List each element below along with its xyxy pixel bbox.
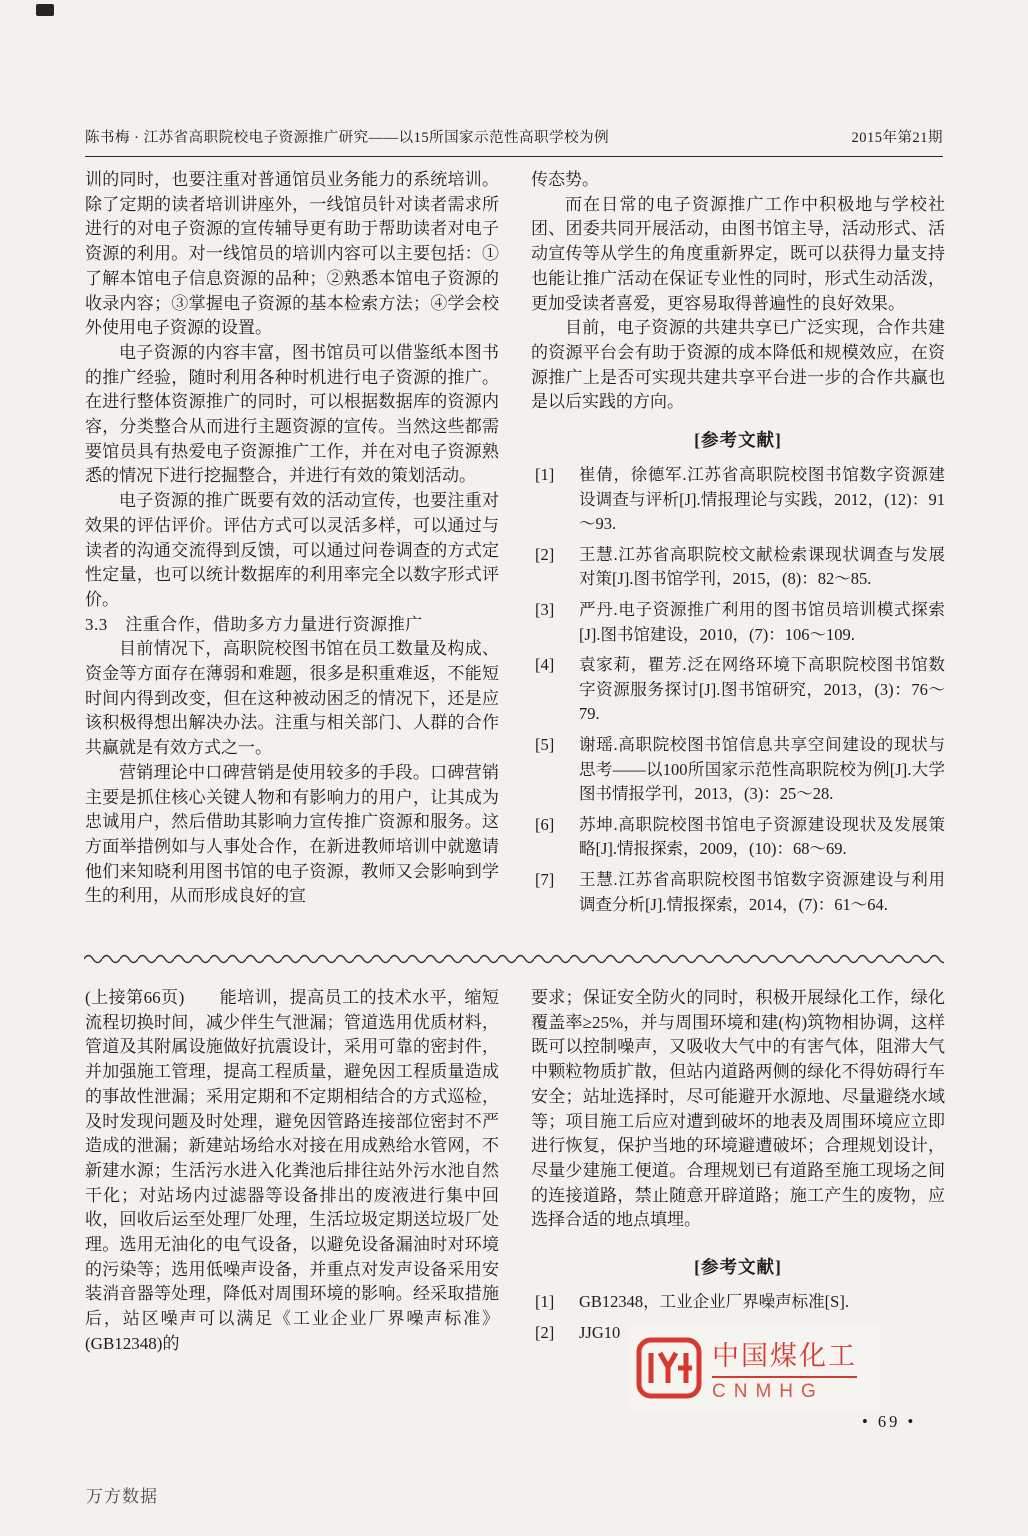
reference-text: 谢瑶.高职院校图书馆信息共享空间建设的现状与思考——以100所国家示范性高职院校为例[J].大学图书情报学刊，2013，(3)：25～28. <box>579 734 945 804</box>
header-rule <box>85 156 943 157</box>
scan-artifact <box>36 4 54 16</box>
reference-text: 崔倩，徐德军.江苏省高职院校图书馆数字资源建设调查与评析[J].情报理论与实践，2012，(12)：91～93. <box>579 465 945 534</box>
paragraph: (上接第66页) 能培训，提高员工的技术水平，缩短流程切换时间，减少伴生气泄漏；管道选用优质材料，管道及其附属设施做好抗震设计，采用可靠的密封件，并加强施工管理，提高工程质量，避免因工程质量造成的事故性泄漏；采用定期和不定期相结合的方式巡检，及时发现问题及时处理，避免因管路连接部位密封不严造成的泄漏；新建站场给水对接在用成熟给水管网，不新建水源；生活污水进入化粪池后排往站外污水池自然干化；对站场内过滤器等设备排出的废液进行集中回收，回收后运至处理厂处理，生活垃圾定期送垃圾厂处理。选用无油化的电气设备，以避免设备漏油时对环境的污染等；选用低噪声设备，并重点对发声设备采用安装消音器等处理，降低对周围环境的影响。经采取措施后，站区噪声可以满足《工业企业厂界噪声标准》(GB12348)的 <box>85 988 499 1353</box>
section-heading-3-3: 3.3 注重合作，借助多方力量进行资源推广 <box>85 614 423 634</box>
paragraph: 电子资源的内容丰富，图书馆员可以借鉴纸本图书的推广经验，随时利用各种时机进行电子资源的推广。在进行整体资源推广的同时，可以根据数据库的资源内容，分类整合从而进行主题资源的宣传。当然这些都需要馆员具有热爱电子资源推广工作，并在对电子资源熟悉的情况下进行挖掘整合，并进行有效的策划活动。 <box>85 342 499 486</box>
reference-item <box>531 543 945 592</box>
reference-number: [1] <box>535 465 555 485</box>
paragraph: 营销理论中口碑营销是使用较多的手段。口碑营销主要是抓住核心关键人物和有影响力的用户，让其成为忠诚用户，然后借助其影响力宣传推广资源和服务。这方面举措例如与人事处合作，在新进教师培训中就邀请他们来知晓利用图书馆的电子资源，教师又会影响到学生的利用，从而形成良好的宣 <box>85 762 499 906</box>
wavy-divider <box>84 952 944 966</box>
reference-number: [2] <box>535 544 555 564</box>
reference-text: 袁家莉，瞿芳.泛在网络环境下高职院校图书馆数字资源服务探讨[J].图书馆研究，2013，(3)：76～79. <box>579 655 945 724</box>
watermark-brand-name: 中国煤化工 <box>712 1334 857 1378</box>
paragraph: 而在日常的电子资源推广工作中积极地与学校社团、团委共同开展活动，由图书馆主导，活动形式、活动宣传等从学生的角度重新界定，既可以获得力量支持也能让推广活动在保证专业性的同时，形式生动活泼，更加受读者喜爱，更容易取得普遍性的良好效果。 <box>531 194 945 313</box>
paragraph: 训的同时，也要注重对普通馆员业务能力的系统培训。除了定期的读者培训讲座外，一线馆员针对读者需求所进行的对电子资源的宣传辅导更有助于帮助读者对电子资源的利用。对一线馆员的培训内容可以主要包括：①了解本馆电子信息资源的品种；②熟悉本馆电子资源的收录内容；③掌握电子资源的基本检索方法；④学会校外使用电子资源的设置。 <box>85 170 499 338</box>
cnmhg-logo-icon <box>636 1337 702 1399</box>
page-header <box>85 126 943 157</box>
paragraph: 目前，电子资源的共建共享已广泛实现，合作共建的资源平台会有助于资源的成本降低和规模效应，在资源推广上是否可实现共建共享平台进一步的合作共赢也是以后实践的方向。 <box>531 318 945 412</box>
reference-text: 王慧.江苏省高职院校图书馆数字资源建设与利用调查分析[J].情报探索，2014，(7)：61～64. <box>579 869 945 914</box>
references-title: [参考文献] <box>694 1257 782 1278</box>
paragraph: 传态势。 <box>531 170 599 189</box>
reference-item <box>531 868 945 917</box>
article1-left-column <box>85 168 499 923</box>
reference-item <box>531 733 945 807</box>
reference-item <box>531 653 945 727</box>
reference-number: [6] <box>535 814 555 834</box>
reference-number: [3] <box>535 600 555 619</box>
reference-item <box>531 813 945 862</box>
article1-section <box>85 168 945 923</box>
issue-info: 2015年第21期 <box>851 130 943 146</box>
reference-text: 严丹.电子资源推广利用的图书馆员培训模式探索[J].图书馆建设，2010，(7)：106～109. <box>579 600 945 644</box>
reference-text: 王慧.江苏省高职院校文献检索课现状调查与发展对策[J].图书馆学刊，2015，(8)：82～85. <box>579 544 945 589</box>
wanfang-data-mark: 万方数据 <box>86 1487 158 1506</box>
reference-number: [7] <box>535 869 555 889</box>
reference-item <box>531 1290 945 1315</box>
reference-text: JJG10 <box>579 1322 621 1342</box>
page-number: • 69 • <box>862 1412 917 1431</box>
watermark-caption: CNMHG <box>712 1380 824 1402</box>
reference-item <box>531 598 945 647</box>
cnmhg-watermark <box>628 1326 880 1410</box>
reference-number: [5] <box>535 734 555 754</box>
reference-number: [4] <box>535 655 555 675</box>
running-head: 陈书梅 · 江苏省高职院校电子资源推广研究——以15所国家示范性高职学校为例 <box>85 130 610 146</box>
paragraph: 要求；保证安全防火的同时，积极开展绿化工作，绿化覆盖率≥25%，并与周围环境和建(构)筑物相协调，这样既可以控制噪声，又吸收大气中的有害气体，阻滞大气中颗粒物质扩散，但站内道路两侧的绿化不得妨碍行车安全；站址选择时，尽可能避开水源地、尽量避绕水域等；项目施工后应对遭到破坏的地表及周围环境应立即进行恢复，保护当地的环境避遭破坏；合理规划设计，尽量少建施工便道。合理规划已有道路至施工现场之间的连接道路，禁止随意开辟道路；施工产生的废物，应选择合适的地点填埋。 <box>531 988 945 1230</box>
reference-number: [2] <box>535 1322 555 1342</box>
references-title: [参考文献] <box>694 430 782 451</box>
reference-item <box>531 463 945 537</box>
paragraph: 电子资源的推广既要有效的活动宣传，也要注重对效果的评估评价。评估方式可以灵活多样，可以通过与读者的沟通交流得到反馈，可以通过问卷调查的方式定性定量，也可以统计数据库的利用率完全以数字形式评价。 <box>85 491 499 609</box>
article1-right-column <box>531 168 945 923</box>
reference-number: [1] <box>535 1292 555 1312</box>
article2-right-column <box>531 986 945 1357</box>
reference-text: GB12348，工业企业厂界噪声标准[S]. <box>579 1292 849 1312</box>
paragraph: 目前情况下，高职院校图书馆在员工数量及构成、资金等方面存在薄弱和难题，很多是积重难返，不能短时间内得到改变，但在这种被动困乏的情况下，还是应该积极得想出解决办法。注重与相关部门、人群的合作共赢就是有效方式之一。 <box>85 639 499 758</box>
article2-section <box>85 986 945 1357</box>
reference-text: 苏坤.高职院校图书馆电子资源建设现状及发展策略[J].情报探索，2009，(10)：68～69. <box>579 814 945 859</box>
article2-left-column <box>85 986 499 1357</box>
